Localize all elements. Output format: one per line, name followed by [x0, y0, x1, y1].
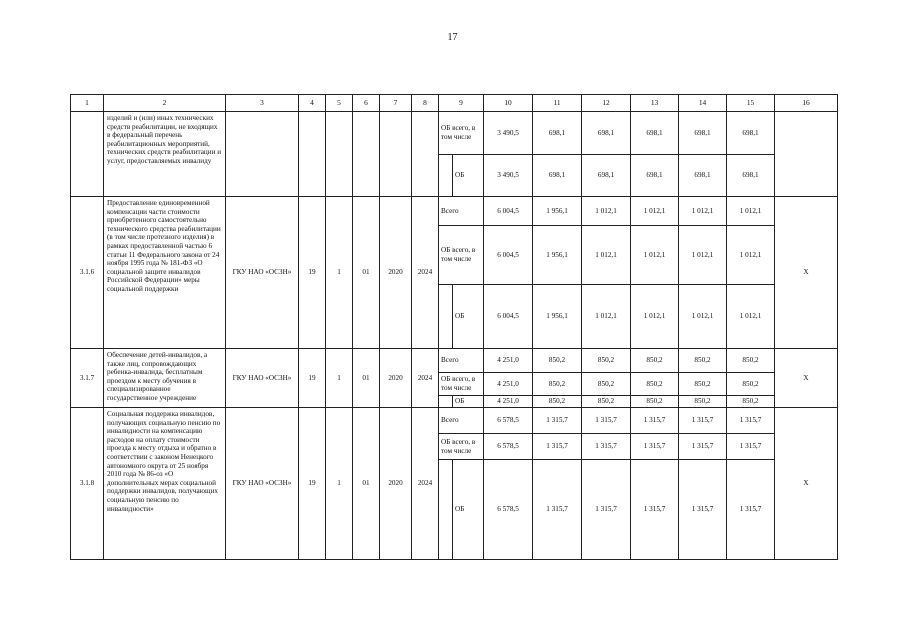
col16-cell: X	[775, 197, 838, 349]
value-cell: 1 012,1	[727, 285, 775, 349]
cell: 01	[353, 197, 380, 349]
value-cell: 6 578,5	[484, 434, 533, 460]
value-cell: 850,2	[631, 373, 679, 396]
item-number	[71, 112, 104, 197]
col-header: 11	[533, 95, 582, 112]
item-number: 3.1.6	[71, 197, 104, 349]
value-cell: 1 012,1	[582, 285, 631, 349]
value-cell: 1 956,1	[533, 226, 582, 285]
table-row	[71, 408, 838, 434]
funding-label: ОБ всего, в том числе	[439, 112, 484, 155]
col-header: 7	[380, 95, 412, 112]
funding-label: ОБ всего, в том числе	[439, 226, 484, 285]
cell: 19	[299, 349, 326, 408]
value-cell: 1 956,1	[533, 197, 582, 226]
value-cell: 1 012,1	[727, 197, 775, 226]
program-table	[70, 94, 838, 560]
value-cell: 698,1	[727, 155, 775, 197]
item-description: Предоставление единовременной компенсации части стоимости приобретенного самостоятельно технического средства реабилитации (в том числе протезного изделия) в рамках предоставленной частью 6 статьи 11 Федерального закона от 24 ноября 1995 года № 181-ФЗ «О социальной защите инвалидов Российской Федерации» меры социальной поддержки	[104, 197, 226, 349]
col-header: 12	[582, 95, 631, 112]
item-number: 3.1.8	[71, 408, 104, 560]
value-cell: 1 315,7	[582, 460, 631, 560]
value-cell: 1 012,1	[582, 197, 631, 226]
executor: ГКУ НАО «ОСЗН»	[226, 408, 299, 560]
value-cell: 1 315,7	[727, 460, 775, 560]
value-cell: 850,2	[679, 396, 727, 408]
value-cell: 698,1	[582, 155, 631, 197]
funding-label: ОБ всего, в том числе	[439, 434, 484, 460]
value-cell: 1 012,1	[679, 197, 727, 226]
value-cell: 698,1	[679, 155, 727, 197]
col-header: 6	[353, 95, 380, 112]
cell: 2024	[412, 349, 439, 408]
col-header: 1	[71, 95, 104, 112]
value-cell: 698,1	[631, 155, 679, 197]
value-cell: 1 315,7	[533, 460, 582, 560]
value-cell: 3 490,5	[484, 112, 533, 155]
value-cell: 850,2	[679, 349, 727, 373]
cell: 2024	[412, 197, 439, 349]
value-cell: 6 578,5	[484, 408, 533, 434]
value-cell: 1 315,7	[631, 460, 679, 560]
table-row	[71, 197, 838, 226]
cell: 2020	[380, 349, 412, 408]
value-cell: 1 012,1	[631, 285, 679, 349]
item-description: Обеспечение детей-инвалидов, а также лиц, сопровождающих ребенка-инвалида, бесплатным проездом к месту обучения в специализированное государственное учреждение	[104, 349, 226, 408]
executor	[226, 112, 299, 197]
value-cell: 698,1	[533, 112, 582, 155]
value-cell: 1 315,7	[727, 408, 775, 434]
executor: ГКУ НАО «ОСЗН»	[226, 349, 299, 408]
value-cell: 850,2	[727, 396, 775, 408]
indent-cell	[439, 396, 453, 408]
cell: 01	[353, 408, 380, 560]
indent-cell	[439, 155, 453, 197]
col-header: 14	[679, 95, 727, 112]
item-description: изделий и (или) иных технических средств реабилитации, не входящих в федеральный перечень реабилитационных мероприятий, технических средств реабилитации и услуг, предоставляемых инвалиду	[104, 112, 226, 197]
col16-cell: X	[775, 349, 838, 408]
cell: 1	[326, 408, 353, 560]
value-cell: 850,2	[582, 373, 631, 396]
col-header: 8	[412, 95, 439, 112]
col-header: 13	[631, 95, 679, 112]
value-cell: 850,2	[727, 349, 775, 373]
value-cell: 698,1	[679, 112, 727, 155]
funding-label: ОБ	[453, 460, 484, 560]
value-cell: 850,2	[582, 349, 631, 373]
cell: 2020	[380, 197, 412, 349]
col16-cell	[775, 112, 838, 197]
table-row	[71, 349, 838, 373]
col-header: 2	[104, 95, 226, 112]
value-cell: 850,2	[533, 396, 582, 408]
value-cell: 1 315,7	[631, 408, 679, 434]
cell: 19	[299, 408, 326, 560]
value-cell: 1 315,7	[533, 408, 582, 434]
funding-label: ОБ	[453, 396, 484, 408]
table-row	[71, 112, 838, 155]
header-row	[71, 95, 838, 112]
cell: 01	[353, 349, 380, 408]
value-cell: 4 251,0	[484, 373, 533, 396]
funding-label: ОБ	[453, 155, 484, 197]
cell: 2024	[412, 408, 439, 560]
cell	[326, 112, 353, 197]
value-cell: 850,2	[631, 349, 679, 373]
value-cell: 1 315,7	[727, 434, 775, 460]
funding-label: ОБ	[453, 285, 484, 349]
col-header: 10	[484, 95, 533, 112]
value-cell: 850,2	[533, 349, 582, 373]
value-cell: 1 315,7	[679, 460, 727, 560]
cell	[353, 112, 380, 197]
indent-cell	[439, 460, 453, 560]
value-cell: 850,2	[679, 373, 727, 396]
value-cell: 1 315,7	[582, 434, 631, 460]
value-cell: 850,2	[582, 396, 631, 408]
value-cell: 1 315,7	[631, 434, 679, 460]
item-number: 3.1.7	[71, 349, 104, 408]
value-cell: 850,2	[533, 373, 582, 396]
cell: 19	[299, 197, 326, 349]
col-header: 4	[299, 95, 326, 112]
value-cell: 1 315,7	[533, 434, 582, 460]
cell	[412, 112, 439, 197]
value-cell: 1 315,7	[582, 408, 631, 434]
value-cell: 4 251,0	[484, 349, 533, 373]
col-header: 9	[439, 95, 484, 112]
cell: 1	[326, 197, 353, 349]
col-header: 5	[326, 95, 353, 112]
funding-label: ОБ всего, в том числе	[439, 373, 484, 396]
cell: 1	[326, 349, 353, 408]
value-cell: 6 004,5	[484, 285, 533, 349]
value-cell: 1 012,1	[631, 226, 679, 285]
value-cell: 1 012,1	[679, 285, 727, 349]
cell: 2020	[380, 408, 412, 560]
value-cell: 6 004,5	[484, 197, 533, 226]
value-cell: 698,1	[727, 112, 775, 155]
value-cell: 3 490,5	[484, 155, 533, 197]
value-cell: 850,2	[631, 396, 679, 408]
value-cell: 1 012,1	[582, 226, 631, 285]
item-description: Социальная поддержка инвалидов, получающих социальную пенсию по инвалидности на компенсацию расходов на оплату стоимости проезда к месту отдыха и обратно в соответствии с законом Ненецкого автономного округа от 25 ноября 2010 года № 86-оз «О дополнительных мерах социальной поддержки инвалидов, получающих социальную пенсию по инвалидности»	[104, 408, 226, 560]
indent-cell	[439, 285, 453, 349]
value-cell: 6 004,5	[484, 226, 533, 285]
value-cell: 4 251,0	[484, 396, 533, 408]
funding-label: Всего	[439, 408, 484, 434]
executor: ГКУ НАО «ОСЗН»	[226, 197, 299, 349]
col-header: 3	[226, 95, 299, 112]
value-cell: 698,1	[533, 155, 582, 197]
value-cell: 850,2	[727, 373, 775, 396]
value-cell: 1 956,1	[533, 285, 582, 349]
col-header: 16	[775, 95, 838, 112]
col-header: 15	[727, 95, 775, 112]
value-cell: 1 012,1	[727, 226, 775, 285]
value-cell: 1 012,1	[631, 197, 679, 226]
value-cell: 1 315,7	[679, 434, 727, 460]
funding-label: Всего	[439, 197, 484, 226]
value-cell: 1 315,7	[679, 408, 727, 434]
funding-label: Всего	[439, 349, 484, 373]
page-number: 17	[447, 32, 458, 43]
cell	[380, 112, 412, 197]
value-cell: 6 578,5	[484, 460, 533, 560]
value-cell: 698,1	[582, 112, 631, 155]
cell	[299, 112, 326, 197]
value-cell: 1 012,1	[679, 226, 727, 285]
col16-cell: X	[775, 408, 838, 560]
value-cell: 698,1	[631, 112, 679, 155]
